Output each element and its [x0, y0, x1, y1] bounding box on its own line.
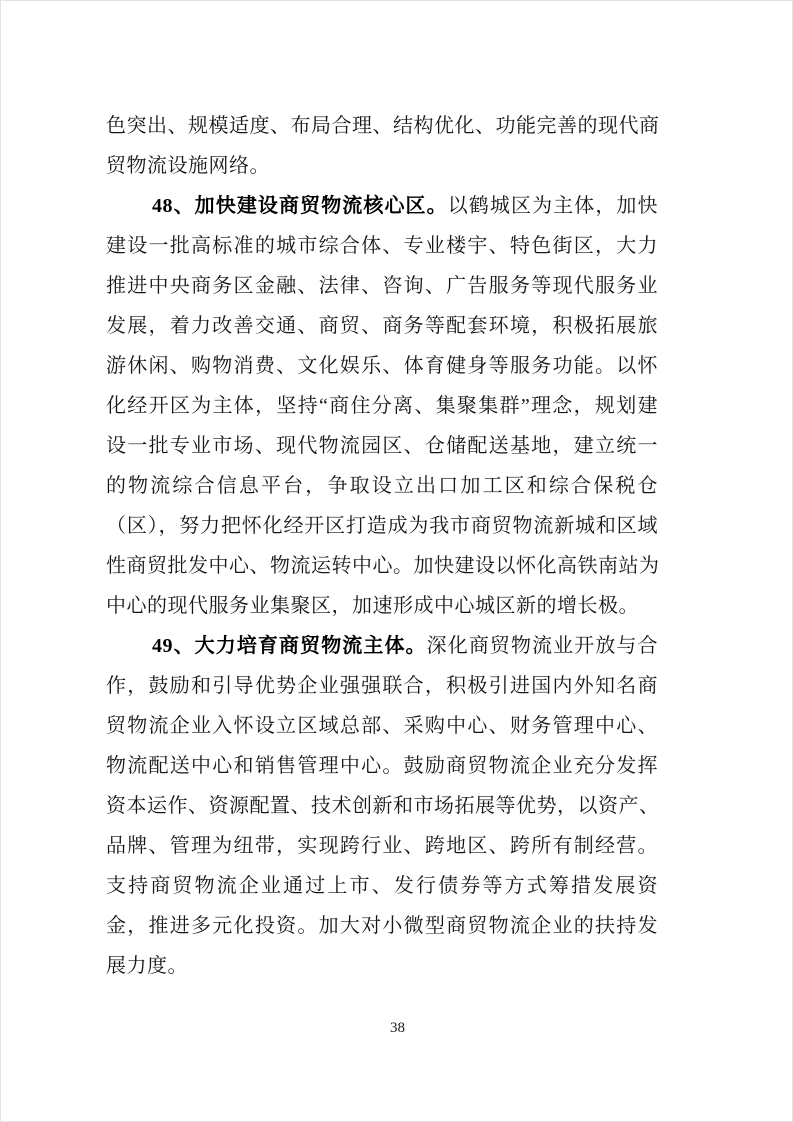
text-line — [106, 506, 658, 546]
body-text-run: 推进中央商务区金融、法律、咨询、广告服务等现代服务业 — [106, 275, 658, 297]
body-text-run: 金，推进多元化投资。加大对小微型商贸物流企业的扶持发 — [106, 915, 658, 937]
body-text-run: 设一批专业市场、现代物流园区、仓储配送基地，建立统一 — [106, 435, 658, 457]
body-text-run: 作，鼓励和引导优势企业强强联合，积极引进国内外知名商 — [106, 675, 658, 697]
text-line — [106, 106, 658, 146]
body-text-run: 以鹤城区为主体，加快 — [447, 195, 659, 217]
text-line — [106, 546, 658, 586]
page-number: 38 — [390, 1020, 405, 1036]
body-text-run: 贸物流设施网络。 — [106, 155, 270, 177]
body-text-run: 深化商贸物流业开放与合 — [426, 635, 659, 657]
body-text-run: 的物流综合信息平台，争取设立出口加工区和综合保税仓 — [106, 475, 658, 497]
text-line — [106, 626, 658, 666]
body-text-run: 物流配送中心和销售管理中心。鼓励商贸物流企业充分发挥 — [106, 755, 658, 777]
body-text-run: 色突出、规模适度、布局合理、结构优化、功能完善的现代商 — [106, 115, 660, 137]
body-text-run: 资本运作、资源配置、技术创新和市场拓展等优势，以资产、 — [106, 795, 660, 817]
text-line — [106, 426, 658, 466]
text-line — [106, 946, 658, 986]
text-line — [106, 386, 658, 426]
body-text-run: 展力度。 — [106, 955, 188, 977]
body-text-run: 游休闲、购物消费、文化娱乐、体育健身等服务功能。以怀 — [106, 355, 658, 377]
text-line — [106, 226, 658, 266]
body-text-run: 中心的现代服务业集聚区，加速形成中心城区新的增长极。 — [106, 595, 639, 617]
text-line — [106, 866, 658, 906]
body-text-run: 建设一批高标准的城市综合体、专业楼宇、特色街区，大力 — [106, 235, 658, 257]
page-footer — [1, 1019, 793, 1037]
text-line — [106, 266, 658, 306]
text-line — [106, 586, 658, 626]
body-text-run: 发展，着力改善交通、商贸、商务等配套环境，积极拓展旅 — [106, 315, 658, 337]
text-line — [106, 186, 658, 226]
text-line — [106, 466, 658, 506]
text-line — [106, 786, 658, 826]
section-heading-run: 48、加快建设商贸物流核心区。 — [152, 195, 448, 217]
text-line — [106, 826, 658, 866]
body-text-run: 贸物流企业入怀设立区域总部、采购中心、财务管理中心、 — [106, 715, 658, 737]
section-heading-run: 49、大力培育商贸物流主体。 — [152, 635, 427, 657]
body-text-run: 化经开区为主体，坚持“商住分离、集聚集群”理念，规划建 — [106, 395, 658, 417]
text-line — [106, 346, 658, 386]
text-line — [106, 306, 658, 346]
text-content — [106, 106, 658, 986]
text-line — [106, 666, 658, 706]
body-text-run: 性商贸批发中心、物流运转中心。加快建设以怀化高铁南站为 — [106, 555, 660, 577]
body-text-run: 支持商贸物流企业通过上市、发行债券等方式筹措发展资 — [106, 875, 658, 897]
text-line — [106, 146, 658, 186]
body-text-run: （区），努力把怀化经开区打造成为我市商贸物流新城和区域 — [106, 515, 658, 537]
text-line — [106, 906, 658, 946]
body-text-run: 品牌、管理为纽带，实现跨行业、跨地区、跨所有制经营。 — [106, 835, 658, 857]
text-line — [106, 746, 658, 786]
text-line — [106, 706, 658, 746]
